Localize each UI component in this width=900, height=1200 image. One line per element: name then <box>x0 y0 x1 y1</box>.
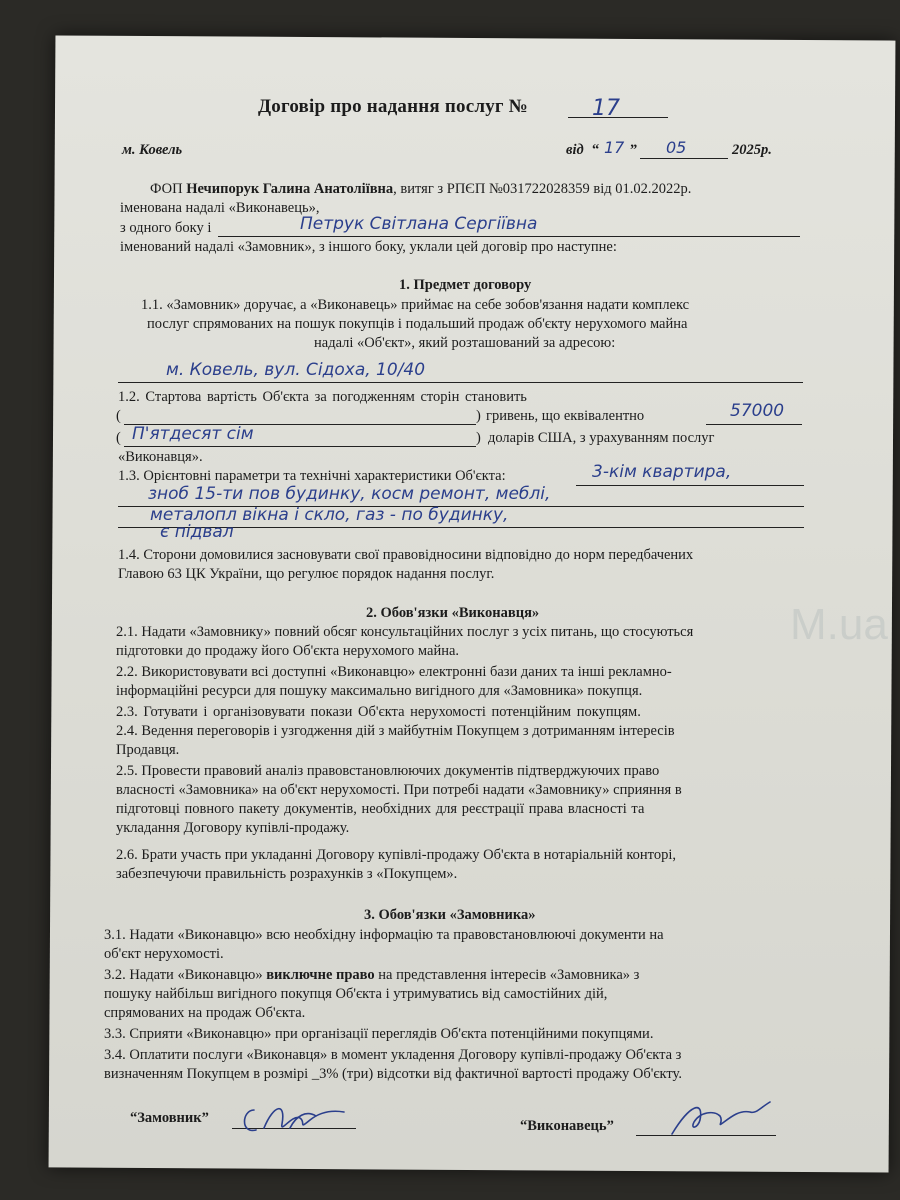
parties-line-4: іменований надалі «Замовник», з іншого боку, уклали цей договір про наступне: <box>120 239 617 255</box>
s2-line: власності «Замовника» на об'єкт нерухомості. При потребі надати «Замовнику» сприяння в <box>116 782 682 798</box>
executor-signature-label: “Виконавець” <box>520 1118 614 1134</box>
date-quote-open: “ <box>592 142 600 158</box>
fop-label: ФОП <box>150 181 183 197</box>
s1-line-3: надалі «Об'єкт», який розташований за адресою: <box>314 335 616 351</box>
s3-2-end: на представлення інтересів «Замовника» з <box>378 967 640 983</box>
s2-line: інформаційні ресурси для пошуку максимально вигідного для «Замовника» покупця. <box>116 683 643 699</box>
s1-2-line-1: 1.2. Стартова вартість Об'єкта за погодженням сторін становить <box>118 389 527 405</box>
s2-line: 2.3. Готувати і організовувати покази Об'єкта нерухомості потенційним покупцям. <box>116 704 641 720</box>
watermark-fragment: M.ua <box>790 600 888 649</box>
s1-3-line-1: 1.3. Орієнтовні параметри та технічні характеристики Об'єкта: <box>118 468 506 484</box>
section-2-heading: 2. Обов'язки «Виконавця» <box>366 605 540 621</box>
section-1-heading: 1. Предмет договору <box>399 277 532 293</box>
usd-amount: 57000 <box>730 401 785 421</box>
executor-name: Нечипорук Галина Анатоліївна <box>186 181 394 197</box>
s3-line-8: визначенням Покупцем в розмірі _3% (три) відсотки від фактичної вартості продажу Об'єкту. <box>104 1066 682 1082</box>
parties-line-2: іменована надалі «Виконавець», <box>120 200 320 216</box>
parties-line-1 <box>150 181 691 198</box>
city: м. Ковель <box>122 142 183 158</box>
s2-line: 2.2. Використовувати всі доступні «Виконавцю» електронні бази даних та інші рекламно- <box>116 664 672 680</box>
contract-title <box>258 96 528 118</box>
s2-line: 2.6. Брати участь при укладанні Договору купівлі-продажу Об'єкта в нотаріальній конторі, <box>116 847 676 863</box>
address: м. Ковель, вул. Сідоха, 10/40 <box>166 360 426 380</box>
s3-line-3 <box>104 967 639 984</box>
s1-4-line-1: 1.4. Сторони домовилися засновувати свої правовідносини відповідно до норм передбачених <box>118 547 694 563</box>
address-line <box>118 382 803 383</box>
section-3-heading: 3. Обов'язки «Замовника» <box>364 907 536 923</box>
params-3: металопл вікна і скло, газ - по будинку, <box>150 505 509 525</box>
date-quote-close: ” <box>630 142 638 158</box>
client-name: Петрук Світлана Сергіївна <box>300 214 538 234</box>
client-name-line <box>218 236 800 237</box>
executor-signature <box>660 1094 780 1142</box>
fop-registry: , витяг з РПЄП №031722028359 від 01.02.2022р. <box>393 181 692 197</box>
title-text: Договір про надання послуг № <box>258 96 528 117</box>
date-prefix: від <box>566 142 584 158</box>
uah-paren-close: ) <box>476 408 481 424</box>
s3-2-start: 3.2. Надати «Виконавцю» <box>104 967 263 983</box>
usd-amount-line <box>706 424 802 425</box>
s3-line-2: об'єкт нерухомості. <box>104 946 224 962</box>
client-signature <box>236 1094 356 1142</box>
date-year: 2025р. <box>732 142 772 158</box>
s1-line-2: послуг спрямованих на пошук покупців і подальший продаж об'єкту нерухомого майна <box>147 316 688 332</box>
s1-2-line-2: гривень, що еквівалентно <box>486 408 645 424</box>
s2-line: укладання Договору купівлі-продажу. <box>116 820 350 836</box>
s2-line: Продавця. <box>116 742 180 758</box>
s3-line-4: пошуку найбільш вигідного покупця Об'єкта і утримуватись від самостійних дій, <box>104 986 608 1002</box>
s1-2-line-4: «Виконавця». <box>118 449 203 465</box>
words-paren-close: ) <box>476 430 481 446</box>
s2-line: забезпечуючи правильність розрахунків з «Покупцем». <box>116 866 458 882</box>
s3-line-6: 3.3. Сприяти «Виконавцю» при організації переглядів Об'єкта потенційними покупцями. <box>104 1026 654 1042</box>
s1-2-line-3: доларів США, з урахуванням послуг <box>488 430 715 446</box>
s1-4-line-2: Главою 63 ЦК України, що регулює порядок надання послуг. <box>118 566 495 582</box>
contract-number: 17 <box>592 96 620 121</box>
params-1: 3-кім квартира, <box>592 462 732 482</box>
words-paren-open: ( <box>116 430 121 446</box>
parties-line-3: з одного боку і <box>120 220 212 236</box>
s1-line-1: 1.1. «Замовник» доручає, а «Виконавець» приймає на себе зобов'язання надати комплекс <box>141 297 690 313</box>
s2-line: підготовки до продажу його Об'єкта нерухомого майна. <box>116 643 460 659</box>
params-2: зноб 15-ти пов будинку, косм ремонт, меблі, <box>148 484 551 504</box>
s2-line: 2.1. Надати «Замовнику» повний обсяг консультаційних послуг з усіх питань, що стосуються <box>116 624 694 640</box>
s2-line: підготовці повного пакету документів, необхідних для реєстрації права власності та <box>116 801 645 817</box>
s3-line-1: 3.1. Надати «Виконавцю» всю необхідну інформацію та правовстановлюючі документи на <box>104 927 664 943</box>
s2-line: 2.4. Ведення переговорів і узгодження дій з майбутнім Покупцем з дотриманням інтересів <box>116 723 675 739</box>
amount-words: П'ятдесят сім <box>132 424 254 444</box>
uah-paren-open: ( <box>116 408 121 424</box>
s3-line-7: 3.4. Оплатити послуги «Виконавця» в момент укладення Договору купівлі-продажу Об'єкта з <box>104 1047 682 1063</box>
month-line <box>640 158 728 159</box>
s2-line: 2.5. Провести правовий аналіз правовстановлюючих документів підтверджуючих право <box>116 763 660 779</box>
exclusive-right: виключне право <box>266 967 375 983</box>
params-line-1 <box>576 485 804 486</box>
amount-words-line <box>124 446 476 447</box>
date-month: 05 <box>666 138 687 157</box>
client-signature-label: “Замовник” <box>130 1110 209 1126</box>
date-day: 17 <box>604 138 625 157</box>
s3-line-5: спрямованих на продаж Об'єкта. <box>104 1005 306 1021</box>
params-4: є підвал <box>160 522 234 542</box>
